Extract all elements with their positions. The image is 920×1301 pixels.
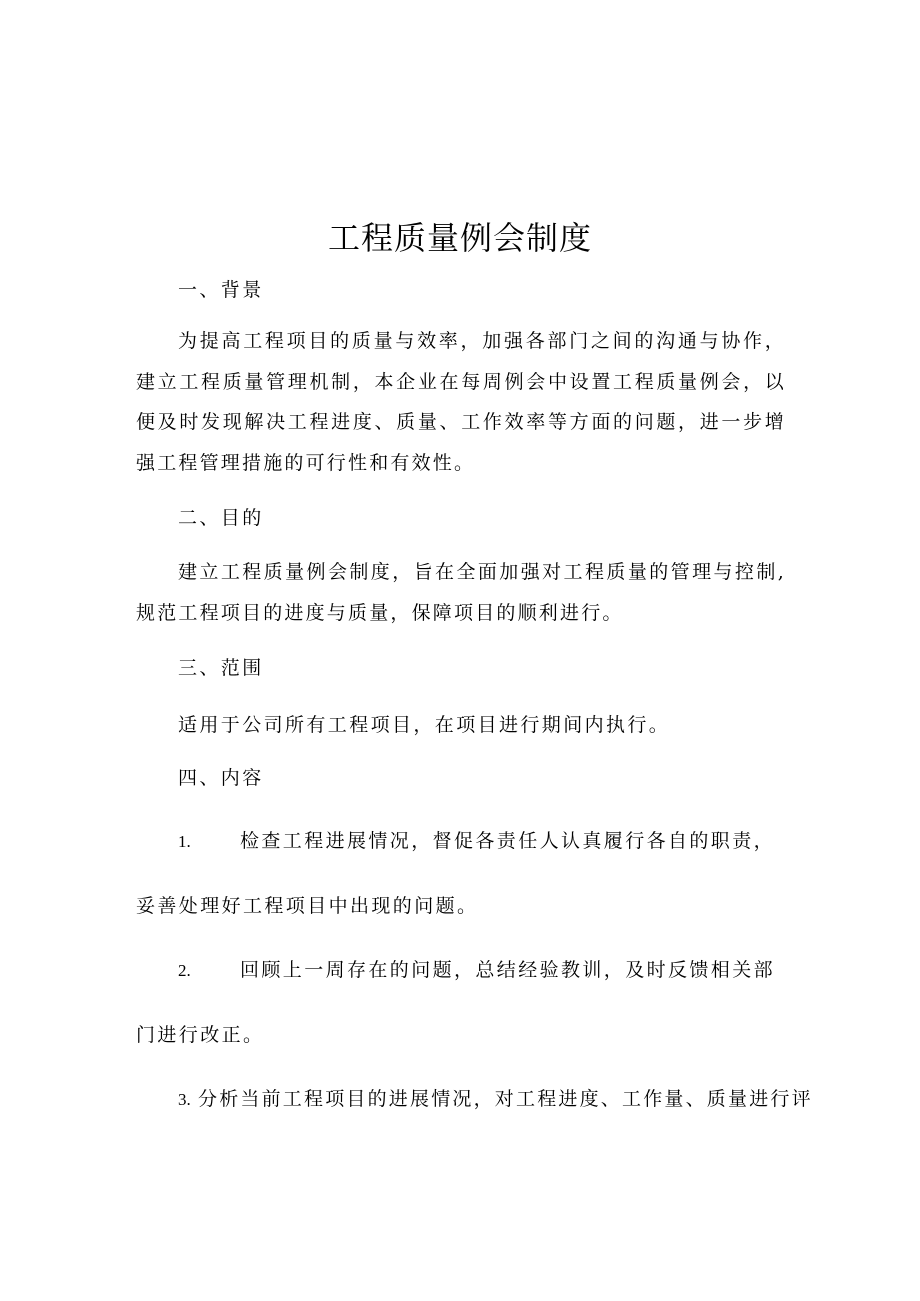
section-body-purpose: 建立工程质量例会制度，旨在全面加强对工程质量的管理与控制,规范工程项目的进度与质量，保障项目的顺利进行。 bbox=[136, 561, 786, 624]
list-item-text: 检查工程进展情况，督促各责任人认真履行各自的职责， bbox=[240, 830, 776, 852]
list-item-text-continued: 妥善处理好工程项目中出现的问题。 bbox=[136, 895, 479, 917]
list-item-number: 3. bbox=[178, 1090, 191, 1109]
list-item-text: 分析当前工程项目的进展情况，对工程进度、工作量、质量进行评 bbox=[198, 1088, 813, 1110]
section-heading-scope: 三、范围 bbox=[178, 657, 264, 679]
document-title: 工程质量例会制度 bbox=[327, 219, 592, 257]
list-item-number: 1. bbox=[178, 832, 191, 851]
section-heading-background: 一、背景 bbox=[178, 279, 264, 301]
list-item-text-continued: 门进行改正。 bbox=[136, 1024, 265, 1046]
section-heading-purpose: 二、目的 bbox=[178, 507, 264, 529]
list-item-number: 2. bbox=[178, 961, 191, 980]
list-item-text: 回顾上一周存在的问题，总结经验教训，及时反馈相关部 bbox=[240, 959, 776, 981]
section-body-scope: 适用于公司所有工程项目，在项目进行期间内执行。 bbox=[178, 714, 671, 736]
section-heading-content: 四、内容 bbox=[178, 767, 264, 789]
section-body-background: 为提高工程项目的质量与效率，加强各部门之间的沟通与协作，建立工程质量管理机制，本企业在每周例会中设置工程质量例会，以便及时发现解决工程进度、质量、工作效率等方面的问题，进一步增强工程管理措施的可行性和有效性。 bbox=[136, 330, 786, 474]
